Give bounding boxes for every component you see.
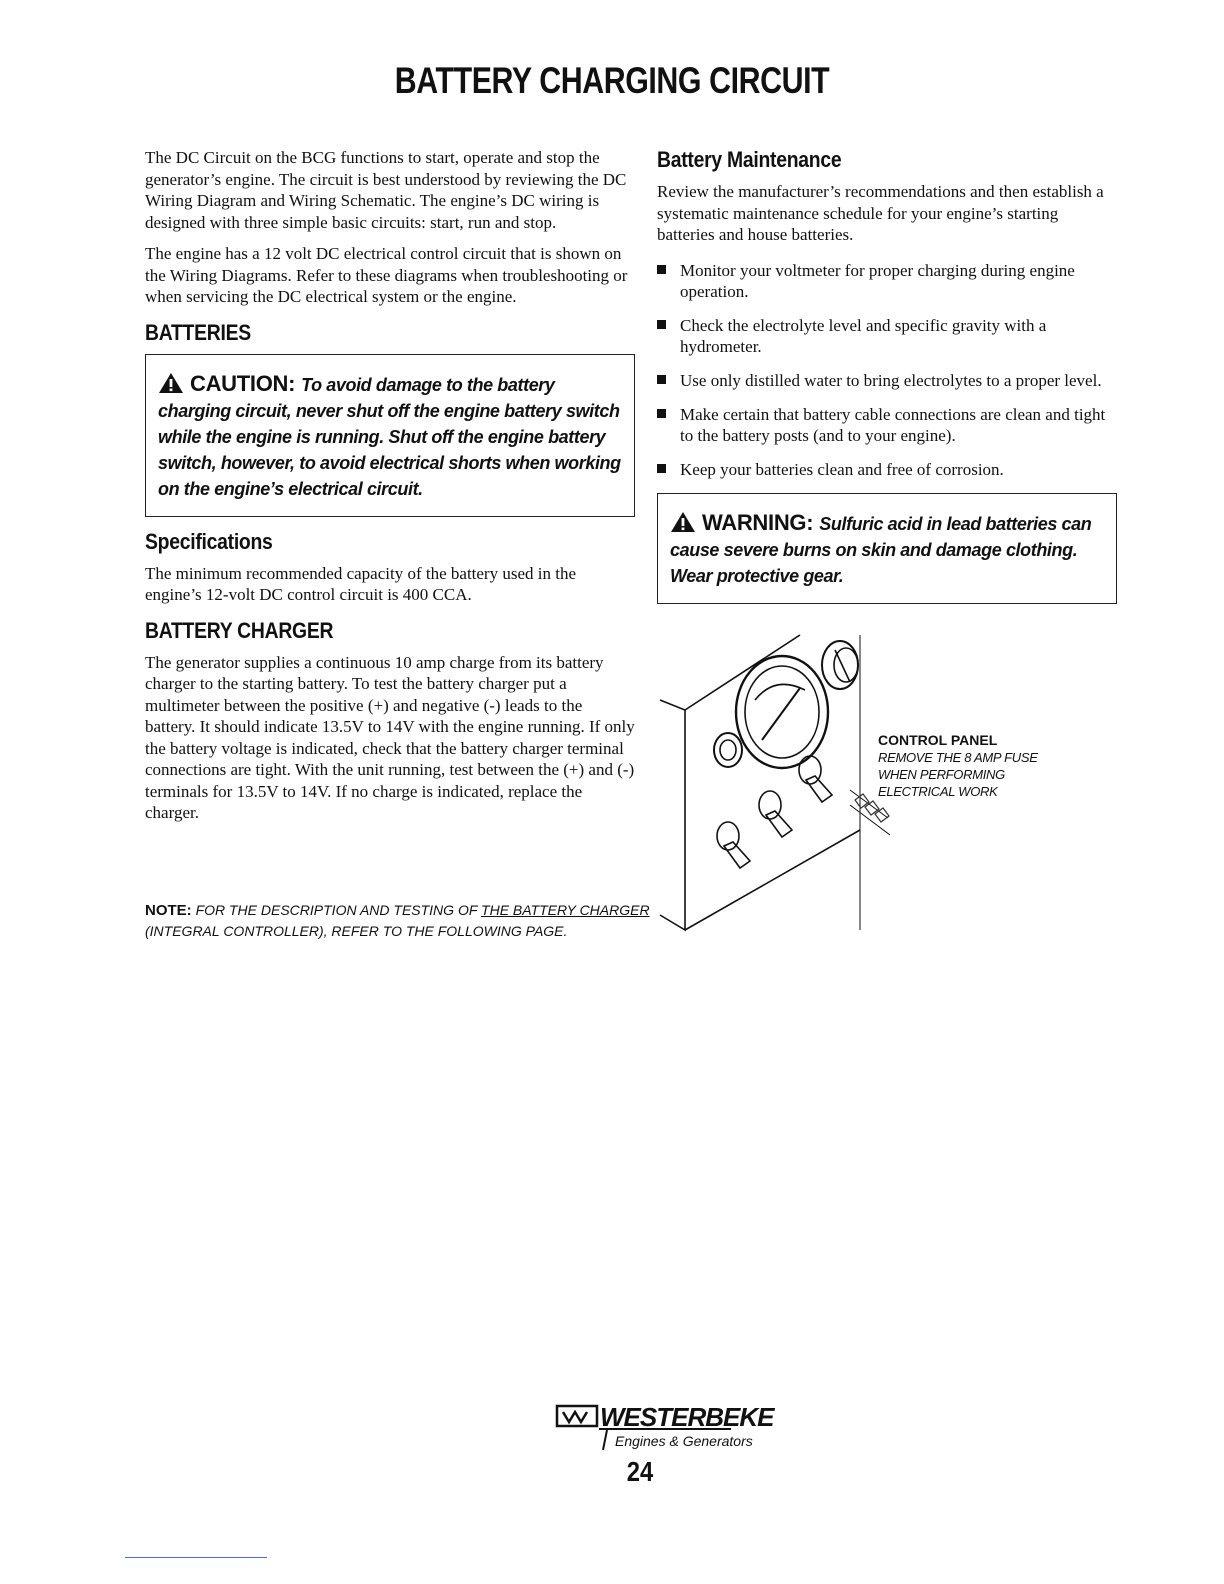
warning-triangle-icon — [158, 372, 184, 394]
bullet-square-icon — [657, 265, 666, 274]
intro-paragraph-1: The DC Circuit on the BCG functions to start, operate and stop the generator’s engine. The circuit is best understood by reviewing the DC Wiring Diagram and Wiring Schematic. The engine’s DC wiring is designed with three simple basic circuits: start, run and stop. — [145, 148, 627, 232]
batteries-heading: BATTERIES — [145, 319, 251, 345]
page-title: BATTERY CHARGING CIRCUIT — [394, 60, 830, 101]
specifications-heading: Specifications — [145, 528, 273, 554]
caption-note-line-1: REMOVE THE 8 AMP FUSE — [878, 750, 1038, 765]
control-panel-illustration — [650, 630, 890, 940]
battery-maintenance-heading: Battery Maintenance — [657, 147, 842, 172]
brand-name: WESTERBEKE — [600, 1402, 774, 1432]
caution-text: To avoid damage to the battery charging circuit, never shut off the engine battery switch while the engine is running. Shut off the engine battery switch, however, to avoid electrical shorts when working on the engine’s electrical circuit. — [158, 374, 621, 499]
intro-paragraph-2: The engine has a 12 volt DC electrical control circuit that is shown on the Wiring Diagrams. Refer to these diagrams when troubleshooting or when servicing the DC electrical system or the engine. — [145, 244, 628, 306]
specifications-text: The minimum recommended capacity of the battery used in the engine’s 12-volt DC control circuit is 400 CCA. — [145, 563, 576, 604]
note-text-before: FOR THE DESCRIPTION AND TESTING OF — [195, 902, 482, 918]
list-item: Check the electrolyte level and specific gravity with a hydrometer. — [657, 315, 1117, 357]
note-label: NOTE: — [145, 902, 192, 919]
page-number: 24 — [626, 1456, 654, 1487]
list-item: Make certain that battery cable connections are clean and tight to the battery posts (and to your engine). — [657, 404, 1117, 446]
note-text-underlined: THE BATTERY CHARGER — [481, 902, 650, 918]
list-item: Keep your batteries clean and free of corrosion. — [657, 459, 1117, 480]
bullet-square-icon — [657, 375, 666, 384]
brand-tagline: Engines & Generators — [615, 1433, 753, 1449]
warning-triangle-icon — [670, 511, 696, 533]
caption-note-line-2: WHEN PERFORMING — [878, 767, 1005, 782]
bullet-square-icon — [657, 320, 666, 329]
warning-text: Sulfuric acid in lead batteries can cause severe burns on skin and damage clothing. Wear protective gear. — [670, 513, 1092, 586]
battery-maintenance-intro: Review the manufacturer’s recommendations and then establish a systematic maintenance schedule for your engine’s starting batteries and house batteries. — [657, 182, 1104, 244]
maintenance-list — [657, 260, 1117, 480]
list-item: Use only distilled water to bring electrolytes to a proper level. — [657, 370, 1117, 391]
caption-title: CONTROL PANEL — [878, 732, 998, 748]
warning-label: WARNING: — [702, 509, 814, 535]
right-column — [657, 147, 1117, 612]
caution-box — [145, 354, 635, 517]
note-text-after: (INTEGRAL CONTROLLER), REFER TO THE FOLLOWING PAGE. — [145, 923, 568, 939]
bullet-square-icon — [657, 409, 666, 418]
caption-note-line-3: ELECTRICAL WORK — [878, 784, 998, 799]
bottom-rule — [125, 1557, 267, 1558]
note — [145, 900, 665, 941]
list-item: Monitor your voltmeter for proper charging during engine operation. — [657, 260, 1117, 302]
control-panel-caption — [878, 732, 1078, 800]
battery-charger-heading: BATTERY CHARGER — [145, 617, 334, 643]
left-column — [145, 147, 635, 834]
battery-charger-text: The generator supplies a continuous 10 amp charge from its battery charger to the starting battery. To test the battery charger put a multimeter between the positive (+) and negative (-) leads to the battery. It should indicate 13.5V to 14V with the engine running. If only the battery voltage is indicated, check that the battery charger terminal connections are tight. With the unit running, test between the (+) and (-) terminals for 13.5V to 14V. If no charge is indicated, replace the charger. — [145, 652, 635, 822]
caution-label: CAUTION: — [190, 370, 296, 396]
bullet-square-icon — [657, 464, 666, 473]
warning-box — [657, 493, 1117, 604]
